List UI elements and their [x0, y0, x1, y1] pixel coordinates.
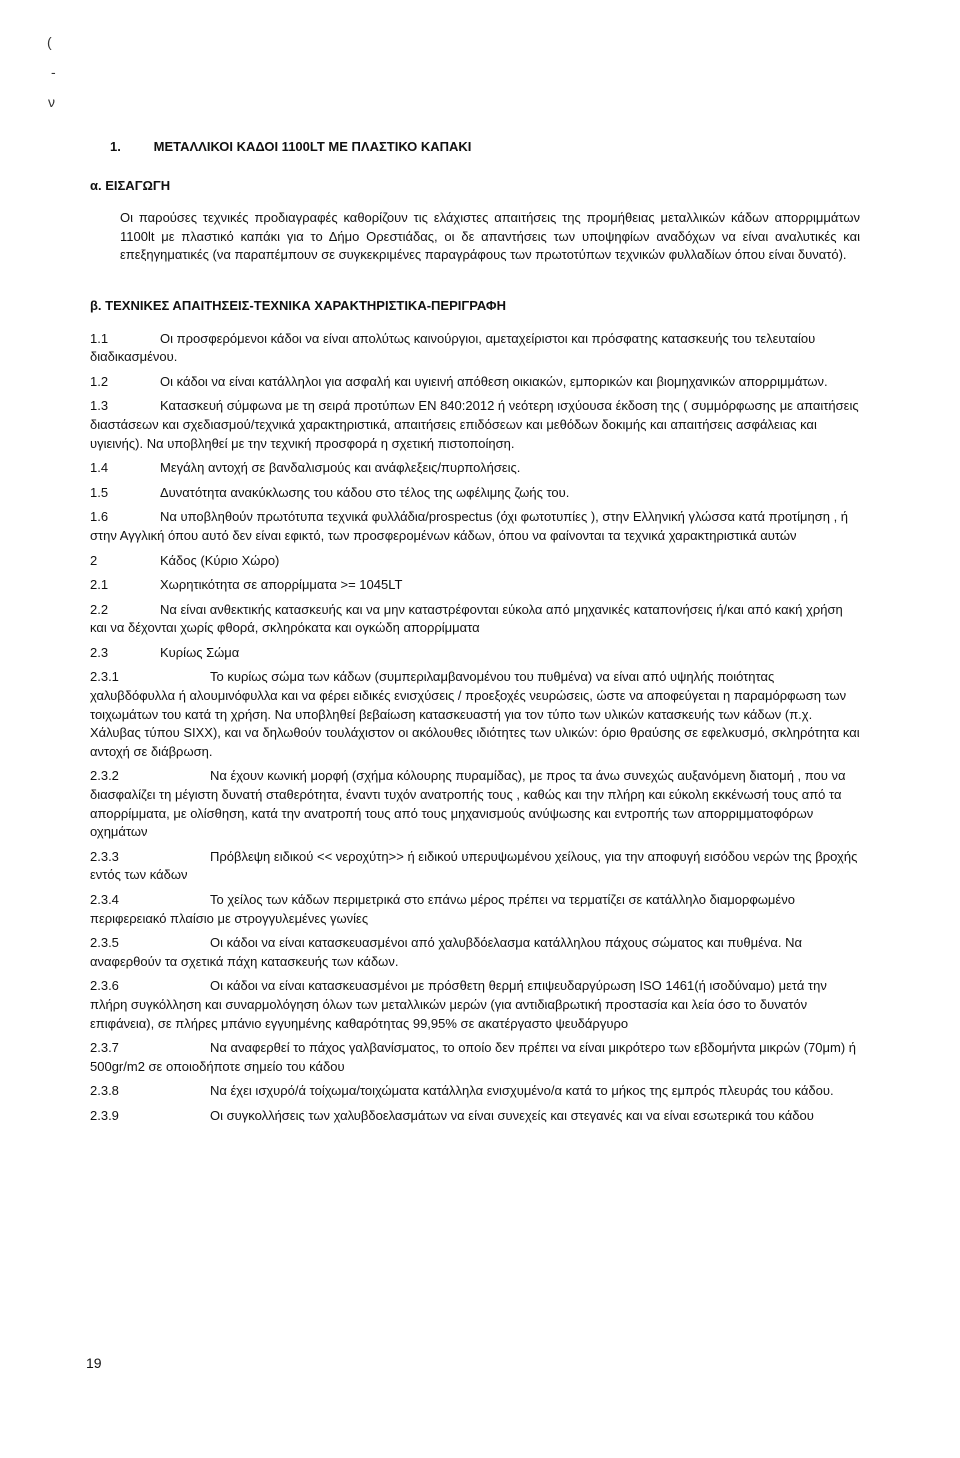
- introduction-paragraph: Οι παρούσες τεχνικές προδιαγραφές καθορίζουν τις ελάχιστες απαιτήσεις της προμήθειας μεταλλικών κάδων απορριμμάτων 1100lt με πλαστικό καπάκι για το Δήμο Ορεστιάδας, οι δε απαντήσεις των υποψηφίων αναδόχων να είναι αναλυτικές και επεξηγηματικές (να παραπέμπουν σε συγκεκριμένες παραγράφους των πρωτοτύπων τεχνικών φυλλαδίων όπου είναι δυνατό).: [120, 210, 860, 263]
- page-number: 19: [86, 1355, 102, 1371]
- requirement-item: [90, 552, 860, 571]
- requirement-number: 2.3.8: [90, 1083, 119, 1099]
- requirement-item: [90, 484, 860, 503]
- requirement-item: [90, 330, 860, 367]
- section-number: 1.: [110, 139, 121, 154]
- requirement-item: [90, 576, 860, 595]
- requirement-number: 2.3.3: [90, 848, 119, 864]
- requirement-text: Οι κάδοι να είναι κατασκευασμένοι από χαλυβδόελασμα κατάλληλου πάχους σώματος και πυθμένα. Να αναφερθούν τα σχετικά πάχη κατασκευής των κάδων.: [90, 935, 803, 969]
- requirement-item: [90, 767, 860, 841]
- requirement-text: Να έχουν κωνική μορφή (σχήμα κόλουρης πυραμίδας), με προς τα άνω συνεχώς αυξανόμενη διατομή , που να διασφαλίζει τη μέγιστη δυνατή σταθερότητα, έναντι τυχόν ανατροπής τους , καθώς και την πλήρη και εύκολη εκκένωσή τους από τα απορρίμματα, με ολίσθηση, κατά την ανατροπή τους από τους μηχανισμούς ανύψωσης και εντροπής των απορριμματοφόρων οχημάτων: [90, 768, 846, 840]
- requirement-text: Κάδος (Κύριο Χώρο): [160, 552, 280, 568]
- requirement-number: 2.3.1: [90, 669, 119, 685]
- requirement-number: 2.3: [90, 644, 109, 660]
- requirement-text: Οι συγκολλήσεις των χαλυβδοελασμάτων να είναι συνεχείς και στεγανές και να είναι εσωτερικά του κάδου: [210, 1107, 814, 1123]
- scan-mark: -: [51, 64, 56, 80]
- scan-mark: ν: [48, 94, 55, 110]
- requirement-item: [90, 891, 860, 928]
- requirement-number: 1.6: [90, 509, 109, 525]
- requirement-item: [90, 977, 860, 1033]
- requirement-text: Να υποβληθούν πρωτότυπα τεχνικά φυλλάδια/prospectus (όχι φωτοτυπίες ), στην Ελληνική γλώσσα κατά προτίμηση , ή στην Αγγλική όπου αυτό δεν είναι εφικτό, των προσφερομένων κάδων, όπου να φαίνονται τα τεχνικά χαρακτηριστικά αυτών: [90, 509, 849, 543]
- requirement-item: [90, 644, 860, 663]
- requirement-number: 2.3.4: [90, 892, 119, 907]
- requirement-text: Να έχει ισχυρό/ά τοίχωμα/τοιχώματα κατάλληλα ενισχυμένο/α κατά το μήκος της εμπρός πλευράς του κάδου.: [210, 1083, 834, 1099]
- requirement-text: Οι προσφερόμενοι κάδοι να είναι απολύτως καινούργιοι, αμεταχείριστοι και πρόσφατης κατασκευής του τελευταίου διαδικασμένου.: [90, 330, 816, 365]
- section-heading: [110, 138, 860, 157]
- requirement-number: 1.5: [90, 484, 109, 500]
- requirement-item: [90, 668, 860, 761]
- requirement-item: [90, 397, 860, 453]
- requirement-text: Να είναι ανθεκτικής κατασκευής και να μην καταστρέφονται εύκολα από μηχανικές καταπονήσεις ή/και από κακή χρήση και να δέχονται χωρίς φθορά, σκληρόκατα και ογκώδη απορρίμματα: [90, 601, 843, 636]
- requirement-item: [90, 601, 860, 638]
- requirement-item: [90, 373, 860, 392]
- requirement-item: [90, 934, 860, 971]
- subheading-introduction: α. ΕΙΣΑΓΩΓΗ: [90, 177, 171, 193]
- requirement-text: Κατασκευή σύμφωνα με τη σειρά προτύπων EN 840:2012 ή νεότερη ισχύουσα έκδοση της ( συμμόρφωσης με απαιτήσεις διαστάσεων και σχεδιασμού/τεχνικά χαρακτηριστικά, απαιτήσεις επιδόσεων και μεθόδων δοκιμής και απαιτήσεις ασφάλειας και υγιεινής). Να υποβληθεί με την τεχνική προσφορά η σχετική πιστοποίηση.: [90, 398, 859, 451]
- requirement-text: Να αναφερθεί το πάχος γαλβανίσματος, το οποίο δεν πρέπει να είναι μικρότερο των εβδομήντα μικρών (70μm) ή 500gr/m2 σε οποιοδήποτε σημείο του κάδου: [90, 1040, 856, 1074]
- requirement-text: Πρόβλεψη ειδικού << νεροχύτη>> ή ειδικού υπερυψωμένου χείλους, για την αποφυγή εισόδου νερών της βροχής εντός των κάδων: [90, 848, 858, 883]
- requirement-text: Κυρίως Σώμα: [160, 644, 240, 660]
- requirement-number: 1.3: [90, 398, 109, 414]
- requirement-number: 1.4: [90, 460, 109, 476]
- requirement-number: 2.1: [90, 577, 109, 593]
- requirement-item: [90, 508, 860, 545]
- requirement-number: 1.1: [90, 330, 109, 346]
- document-body: [90, 138, 860, 1144]
- requirement-number: 2.3.7: [90, 1040, 119, 1056]
- requirement-number: 1.2: [90, 373, 109, 389]
- scan-mark: (: [47, 34, 52, 50]
- requirement-number: 2: [90, 552, 98, 568]
- requirement-number: 2.2: [90, 601, 109, 617]
- requirement-number: 2.3.5: [90, 935, 119, 951]
- requirement-text: Χωρητικότητα σε απορρίμματα >= 1045LT: [160, 577, 403, 593]
- requirement-item: [90, 1082, 860, 1101]
- requirement-number: 2.3.6: [90, 978, 119, 994]
- requirement-text: Οι κάδοι να είναι κατάλληλοι για ασφαλή και υγιεινή απόθεση οικιακών, εμπορικών και βιομηχανικών απορριμμάτων.: [160, 373, 828, 389]
- requirement-number: 2.3.2: [90, 768, 119, 784]
- requirement-item: [90, 848, 860, 885]
- requirement-text: Δυνατότητα ανακύκλωσης του κάδου στο τέλος της ωφέλιμης ζωής του.: [160, 484, 570, 500]
- requirements-list: [90, 330, 860, 1126]
- subheading-technical-requirements: β. ΤΕΧΝΙΚΕΣ ΑΠΑΙΤΗΣΕΙΣ-ΤΕΧΝΙΚΑ ΧΑΡΑΚΤΗΡΙΣΤΙΚΑ-ΠΕΡΙΓΡΑΦΗ: [90, 297, 506, 313]
- requirement-text: Το χείλος των κάδων περιμετρικά στο επάνω μέρος πρέπει να τερματίζει σε κατάλληλο διαμορφωμένο περιφερειακό πλαίσιο με στρογγυλεμένες γωνίες: [90, 892, 795, 926]
- requirement-text: Μεγάλη αντοχή σε βανδαλισμούς και ανάφλεξεις/πυρπολήσεις.: [160, 460, 521, 476]
- requirement-item: [90, 1107, 860, 1126]
- requirement-text: Οι κάδοι να είναι κατασκευασμένοι με πρόσθετη θερμή επιψευδαργύρωση ISO 1461(ή ισοδύναμο) μετά την πλήρη συγκόλληση και συναρμολόγηση όλων των μεταλλικών μερών (για αντιδιαβρωτική προστασία και λεία όσο το δυνατόν επιφάνεια), σε πλήρες μπάνιο εγγυημένης καθαρότητας 99,95% σε ακατέργαστο ψευδάργυρο: [90, 978, 827, 1031]
- requirement-item: [90, 459, 860, 478]
- requirement-item: [90, 1039, 860, 1076]
- requirement-text: Το κυρίως σώμα των κάδων (συμπεριλαμβανομένου του πυθμένα) να είναι από υψηλής ποιότητας χαλυβδόφυλλα ή αλουμινόφυλλα και να φέρει ειδικές ενισχύσεις / προεξοχές νευρώσεις, ώστε να αποφεύγεται η παραμόρφωση των τοιχωμάτων του κατά τη χρήση. Να υποβληθεί βεβαίωση κατασκευαστή για τον τύπο των υλικών κατασκευής των κάδων (π.χ. Χάλυβας τύπου SIXX), και να δηλωθούν τουλάχιστον οι ακόλουθες ιδιότητες των υλικών: όριο θραύσης σε εφελκυσμό, σκληρότητα και αντοχή σε διάβρωση.: [90, 669, 860, 759]
- requirement-number: 2.3.9: [90, 1107, 119, 1123]
- section-title: ΜΕΤΑΛΛΙΚΟΙ ΚΑΔΟΙ 1100LT ΜΕ ΠΛΑΣΤΙΚΟ ΚΑΠΑΚΙ: [153, 139, 472, 154]
